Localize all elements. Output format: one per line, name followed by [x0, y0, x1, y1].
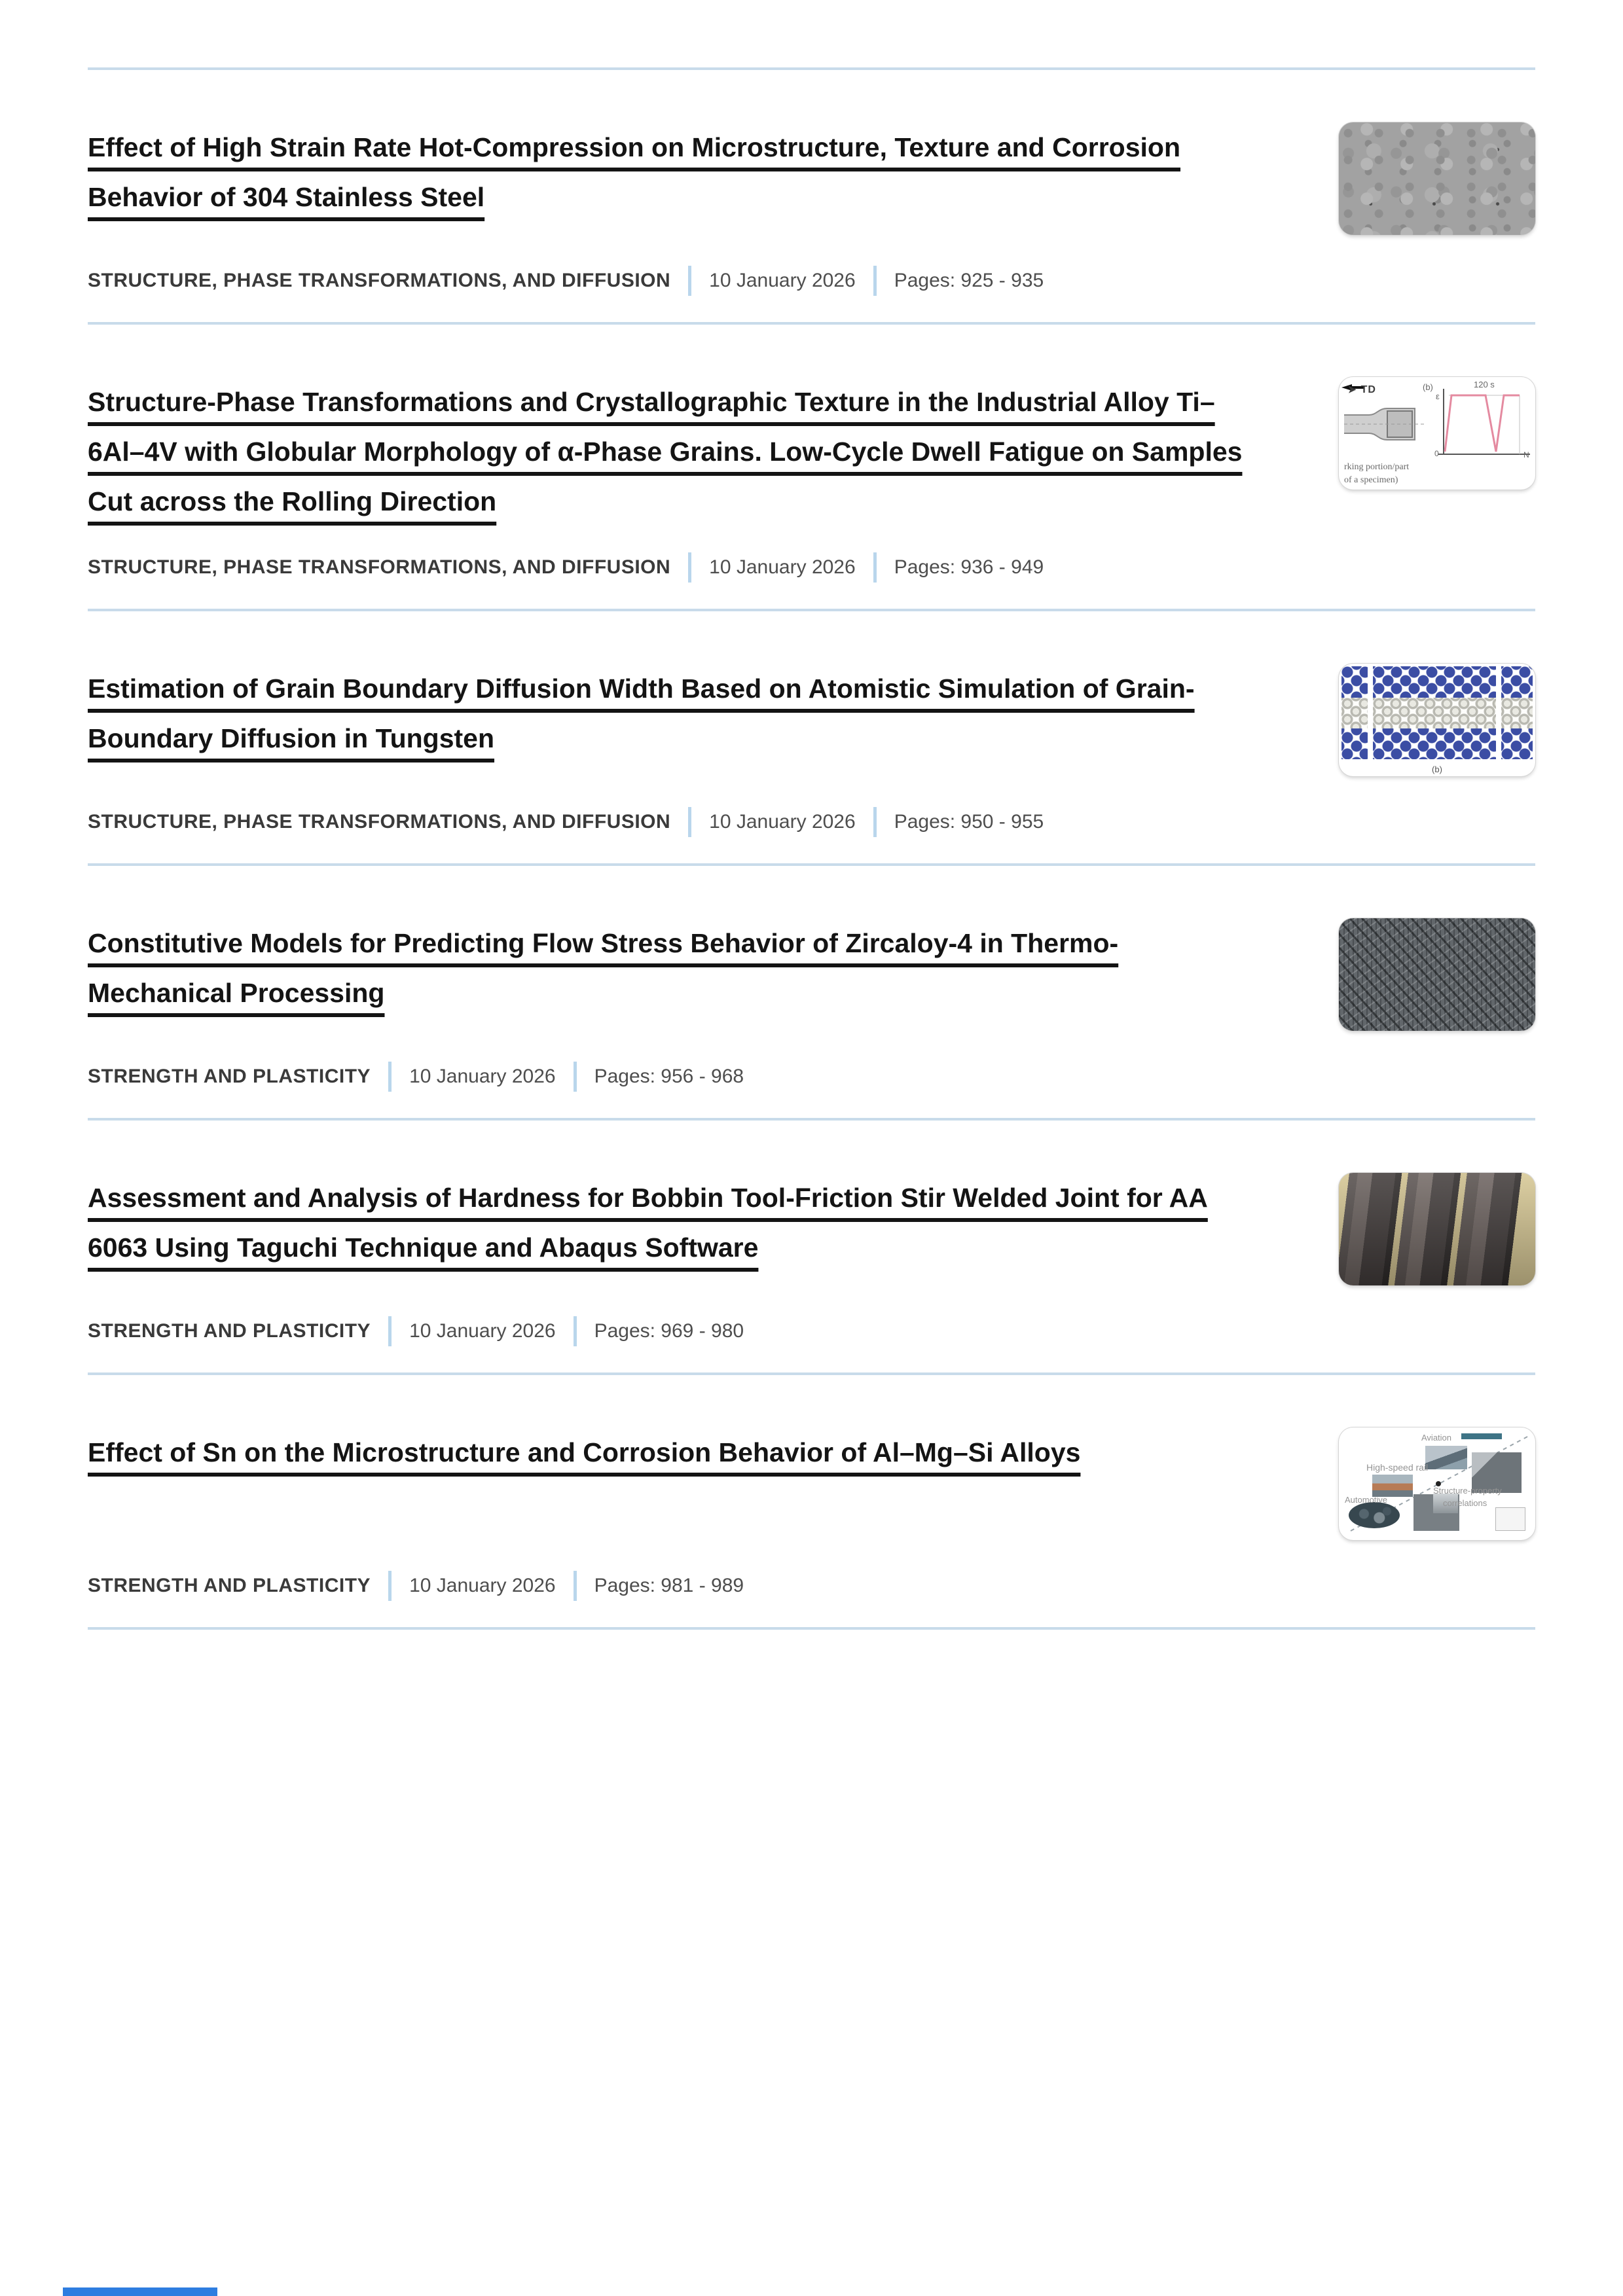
article-entry-text	[88, 664, 1260, 837]
article-entry	[88, 1121, 1535, 1372]
meta-separator	[574, 1062, 577, 1092]
article-meta	[88, 781, 1260, 837]
article-entry-text	[88, 1173, 1260, 1346]
article-date: 10 January 2026	[409, 1320, 556, 1342]
article-title-link[interactable]: Constitutive Models for Predicting Flow Stress Behavior of Zircaloy-4 in Thermo-Mechanical Processing	[88, 928, 1119, 1008]
article-pages: Pages: 936 - 949	[894, 556, 1044, 578]
meta-separator	[688, 552, 691, 583]
atoms-panel	[1501, 666, 1533, 759]
meta-separator	[873, 552, 877, 583]
article-category: STRUCTURE, PHASE TRANSFORMATIONS, AND DIFFUSION	[88, 270, 671, 291]
correlations-label: correlations	[1443, 1498, 1487, 1509]
blue-bar-graphic	[1461, 1433, 1502, 1439]
meta-separator	[388, 1571, 392, 1601]
article-thumbnail-micrograph[interactable]	[1339, 122, 1535, 235]
arrow-icon: ➤	[1348, 384, 1357, 395]
grain-boundary-band	[1501, 698, 1533, 728]
article-pages: Pages: 950 - 955	[894, 811, 1044, 833]
meta-separator	[873, 807, 877, 837]
article-title-link[interactable]: Effect of Sn on the Microstructure and Corrosion Behavior of Al–Mg–Si Alloys	[88, 1437, 1081, 1467]
meta-separator	[688, 807, 691, 837]
article-title-link[interactable]: Estimation of Grain Boundary Diffusion Width Based on Atomistic Simulation of Grain-Boundary Diffusion in Tungsten	[88, 673, 1195, 753]
article-thumbnail-graphical-abstract[interactable]	[1339, 1427, 1535, 1540]
article-category: STRENGTH AND PLASTICITY	[88, 1066, 371, 1087]
panel-label: (b)	[1423, 382, 1433, 392]
article-meta	[88, 1290, 1260, 1346]
atoms-panel	[1373, 666, 1496, 759]
article-entry-text	[88, 122, 1260, 296]
article-entry	[88, 1375, 1535, 1627]
article-meta	[88, 240, 1260, 296]
article-category: STRENGTH AND PLASTICITY	[88, 1320, 371, 1342]
article-entry	[88, 611, 1535, 863]
meta-separator	[388, 1062, 392, 1092]
epsilon-axis-label: ε	[1436, 391, 1440, 401]
footer-bar-partial[interactable]	[63, 2287, 217, 2296]
article-entry	[88, 325, 1535, 609]
meta-separator	[688, 266, 691, 296]
article-thumbnail-atomistic-simulation[interactable]	[1339, 664, 1535, 776]
automotive-image	[1349, 1502, 1400, 1528]
section-divider	[88, 1627, 1535, 1630]
article-pages: Pages: 969 - 980	[594, 1320, 744, 1342]
grain-boundary-band	[1373, 698, 1496, 728]
article-title-link[interactable]: Assessment and Analysis of Hardness for Bobbin Tool-Friction Stir Welded Joint for AA 6063 Using Taguchi Technique and Abaqus Software	[88, 1183, 1208, 1263]
article-entry-text	[88, 1427, 1260, 1601]
article-entry	[88, 866, 1535, 1118]
panel-label: (b)	[1432, 764, 1442, 774]
high-speed-rail-label: High-speed rail	[1366, 1462, 1429, 1473]
article-meta	[88, 1035, 1260, 1092]
n-axis-label: N	[1523, 450, 1529, 459]
article-meta	[88, 1545, 1260, 1601]
automotive-label: Automotive	[1345, 1495, 1388, 1505]
article-category: STRENGTH AND PLASTICITY	[88, 1575, 371, 1596]
article-date: 10 January 2026	[709, 270, 856, 291]
meta-separator	[574, 1316, 577, 1346]
article-date: 10 January 2026	[409, 1066, 556, 1087]
meta-separator	[574, 1571, 577, 1601]
grain-boundary-band	[1341, 698, 1368, 728]
td-label: ➤ TD	[1348, 384, 1376, 395]
article-category: STRUCTURE, PHASE TRANSFORMATIONS, AND DIFFUSION	[88, 811, 671, 833]
article-thumbnail-welded-rods-photo[interactable]	[1339, 1173, 1535, 1285]
origin-label: 0	[1434, 449, 1439, 458]
article-date: 10 January 2026	[709, 811, 856, 833]
structure-property-label: Structure-property	[1433, 1486, 1502, 1496]
article-pages: Pages: 925 - 935	[894, 270, 1044, 291]
article-pages: Pages: 956 - 968	[594, 1066, 744, 1087]
meta-separator	[388, 1316, 392, 1346]
high-speed-rail-image	[1372, 1475, 1413, 1497]
article-date: 10 January 2026	[709, 556, 856, 578]
article-date: 10 January 2026	[409, 1575, 556, 1596]
meta-separator	[873, 266, 877, 296]
article-meta	[88, 526, 1260, 583]
article-thumbnail-micrograph[interactable]	[1339, 918, 1535, 1031]
caption-line: rking portion/part	[1344, 462, 1410, 472]
article-thumbnail-specimen-diagram[interactable]	[1339, 377, 1535, 490]
article-entry	[88, 70, 1535, 322]
article-title-link[interactable]: Structure-Phase Transformations and Crystallographic Texture in the Industrial Alloy Ti–6Al–4V with Globular Morphology of α-Phase Grains. Low-Cycle Dwell Fatigue on Samples Cut across the Rolling Direction	[88, 387, 1243, 516]
aviation-label: Aviation	[1421, 1433, 1452, 1443]
article-entry-text	[88, 918, 1260, 1092]
caption-line: of a specimen)	[1344, 475, 1398, 485]
article-title-link[interactable]: Effect of High Strain Rate Hot-Compression on Microstructure, Texture and Corrosion Behavior of 304 Stainless Steel	[88, 132, 1181, 212]
time-label: 120 s	[1474, 380, 1495, 389]
article-pages: Pages: 981 - 989	[594, 1575, 744, 1596]
article-category: STRUCTURE, PHASE TRANSFORMATIONS, AND DIFFUSION	[88, 556, 671, 578]
diagram-inset	[1495, 1507, 1525, 1531]
aviation-image	[1425, 1446, 1467, 1469]
article-entry-text	[88, 377, 1260, 583]
atoms-panel	[1341, 666, 1368, 759]
